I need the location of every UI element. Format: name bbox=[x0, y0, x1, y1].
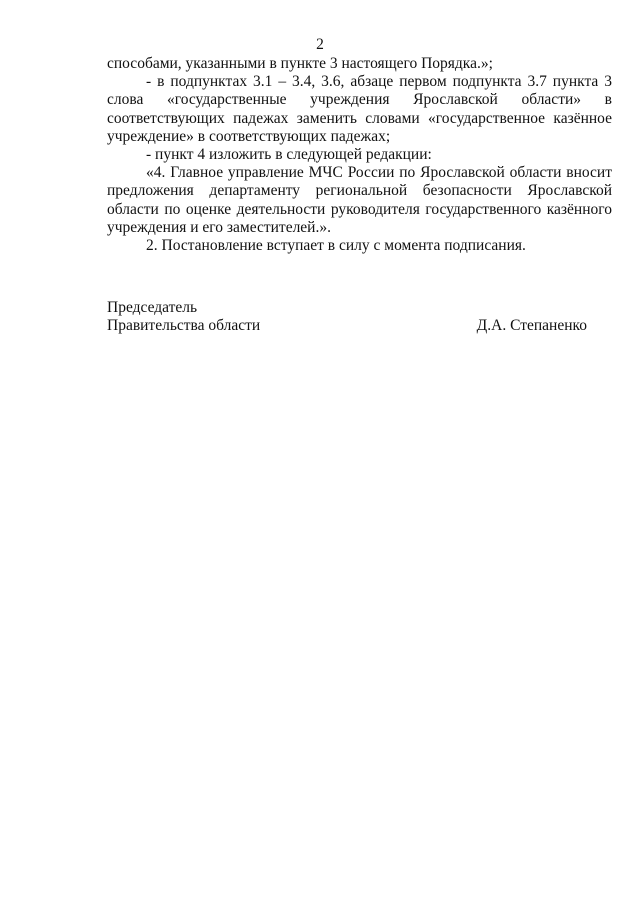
document-body bbox=[107, 55, 612, 255]
paragraph-effective-date: 2. Постановление вступает в силу с момента подписания. bbox=[146, 237, 526, 255]
signatory-position-line1: Председатель bbox=[107, 299, 198, 316]
paragraph-item4-text: «4. Главное управление МЧС России по Ярославской области вносит предложения департаменту региональной безопасности Ярославской области по оценке деятельности руководителя государственного казённого учреждения и его заместителей.». bbox=[107, 164, 612, 236]
paragraph-subitems-amendment: - в подпунктах 3.1 – 3.4, 3.6, абзаце первом подпункта 3.7 пункта 3 слова «государственные учреждения Ярославской области» в соответствующих падежах заменить словами «государственное казённое учреждение» в соответствующих падежах; bbox=[107, 73, 612, 145]
paragraph-item4-intro: - пункт 4 изложить в следующей редакции: bbox=[146, 146, 432, 164]
page-number: 2 bbox=[316, 36, 324, 53]
signatory-name: Д.А. Степаненко bbox=[476, 317, 587, 335]
signatory-position-line2: Правительства области bbox=[107, 317, 261, 335]
paragraph-continuation: способами, указанными в пункте 3 настоящего Порядка.»; bbox=[107, 55, 493, 72]
signature-block bbox=[107, 299, 587, 335]
